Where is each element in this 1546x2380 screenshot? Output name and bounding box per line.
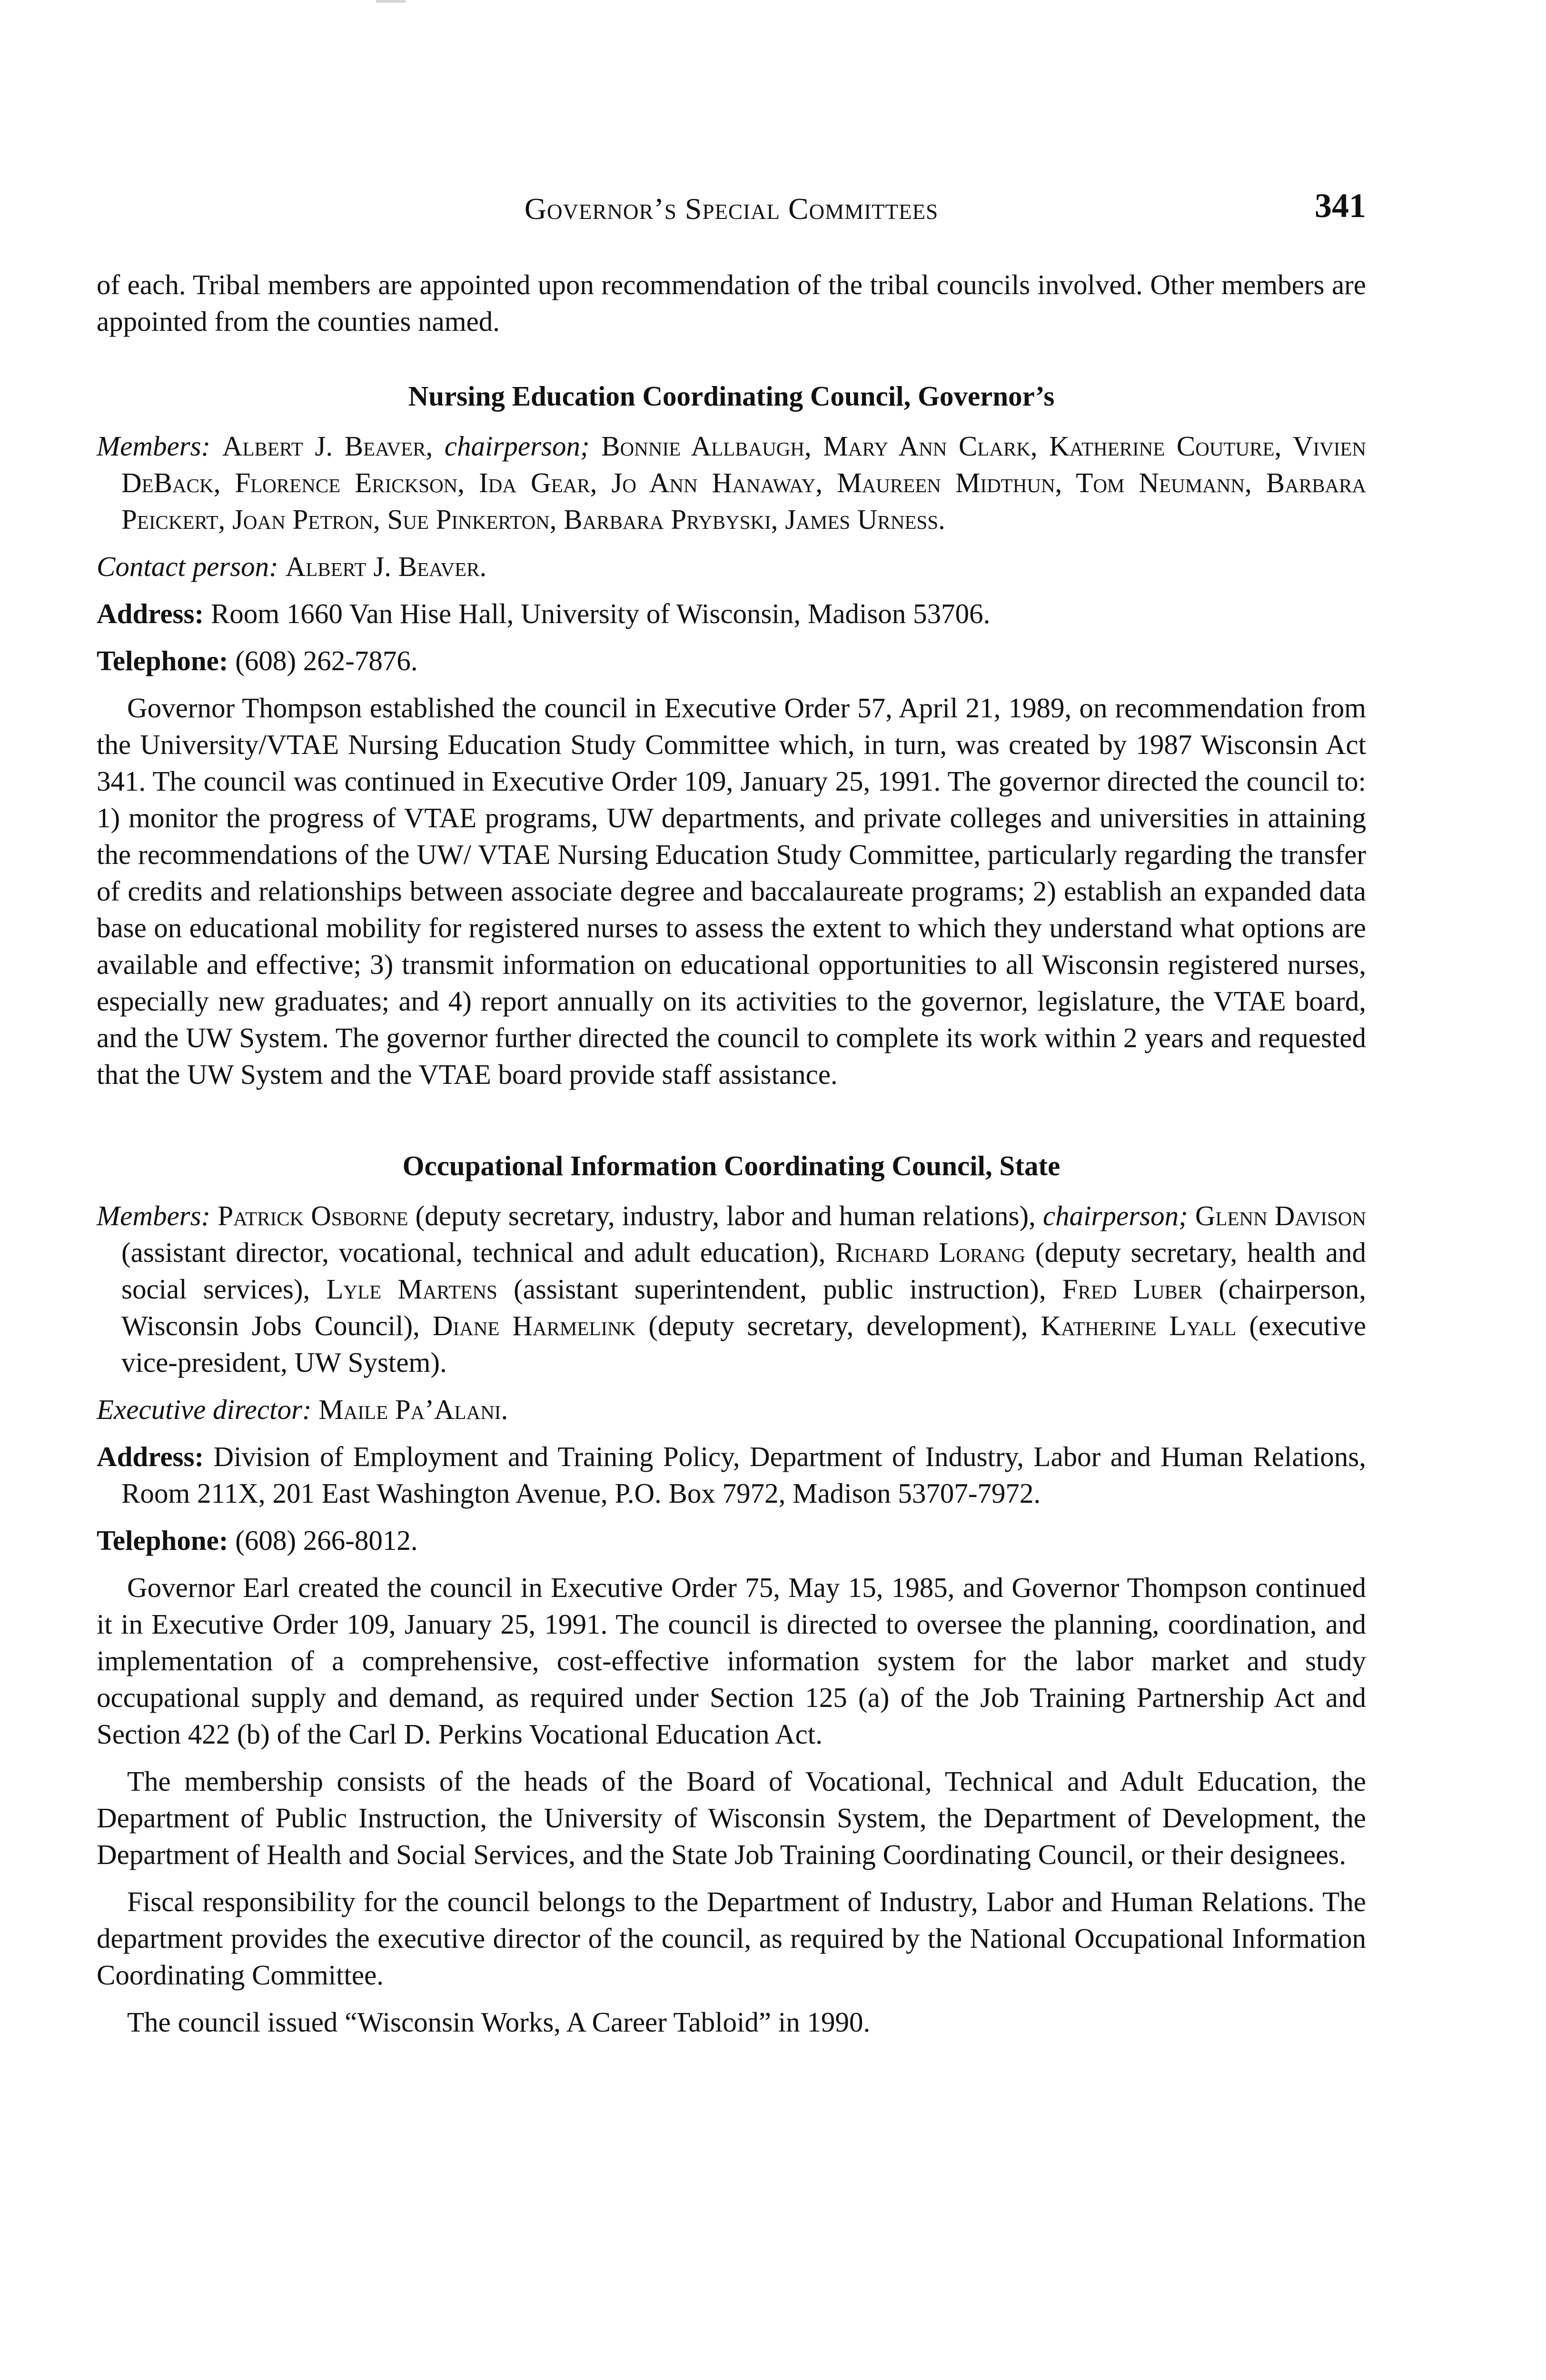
chairperson-role: chairperson; [444,430,590,462]
members-list [97,1198,1366,1381]
scan-mark [376,0,406,3]
member-name: Lyle Martens [326,1273,497,1305]
body-paragraph: The membership consists of the heads of the Board of Vocational, Technical and Adult Education, the Department of Public Instruction, the University of Wisconsin System, the Department of Development, the Department of Health and Social Services, and the State Job Training Coordinating Council, or their designees. [97,1765,1366,1870]
body-paragraph: Governor Earl created the council in Executive Order 75, May 15, 1985, and Governor Thompson continued it in Executive Order 109, January 25, 1991. The council is directed to oversee the planning, coordination, and implementation of a comprehensive, cost-effective information system for the labor market and study occupational supply and demand, as required under Section 125 (a) of the Job Training Partnership Act and Section 422 (b) of the Carl D. Perkins Vocational Education Act. [97,1572,1366,1750]
member-desc: (deputy secretary, health and social services), [121,1237,1367,1305]
executive-director-line [97,1391,1366,1428]
member-desc: (deputy secretary, development), [648,1310,1028,1341]
member-name: Richard Lorang [835,1237,1026,1268]
telephone-label: Telephone: [97,645,228,676]
telephone-value: (608) 262-7876. [235,645,418,676]
page-number: 341 [1315,187,1366,225]
members-names: Bonnie Allbaugh, Mary Ann Clark, Katherine Couture, Vivien DeBack, Florence Erickson, Ida Gear, Jo Ann Hanaway, Maureen Midthun, Tom Neumann, Barbara Peickert, Joan Petron, Sue Pinkerton, Barbara Prybyski, James Urness. [121,430,1367,535]
telephone-line [97,643,1366,679]
member-desc: (deputy secretary, industry, labor and human relations), [415,1200,1036,1231]
member-desc: (chairperson, Wisconsin Jobs Council), [121,1273,1366,1341]
members-label: Members: [97,1200,211,1231]
member-name: Patrick Osborne [218,1200,408,1231]
member-desc: (assistant director, vocational, technical and adult education), [121,1237,826,1268]
chairperson-role: chairperson; [1042,1200,1188,1231]
exec-label: Executive director: [97,1394,312,1425]
document-page [97,187,1367,2041]
chairperson-name: Albert J. Beaver [222,430,426,462]
contact-value: Albert J. Beaver. [285,551,487,582]
exec-value: Maile Pa’Alani. [318,1394,508,1425]
members-label: Members: [97,430,211,462]
address-value: Room 1660 Van Hise Hall, University of Wisconsin, Madison 53706. [210,598,991,629]
body-paragraph: The council issued “Wisconsin Works, A Career Tabloid” in 1990. [127,2006,871,2038]
address-label: Address: [97,1441,204,1472]
running-title: Governor’s Special Committees [524,192,939,226]
member-name: Glenn Davison [1195,1200,1367,1231]
section-title: Occupational Information Coordinating Council, State [402,1150,1060,1181]
intro-paragraph: of each. Tribal members are appointed upon recommendation of the tribal councils involved. Other members are appointed from the counties named. [97,269,1366,337]
contact-line [97,548,1366,585]
page-header [97,187,1366,233]
member-name: Fred Luber [1062,1273,1203,1305]
member-name: Diane Harmelink [432,1310,636,1341]
body-paragraph: Fiscal responsibility for the council belongs to the Department of Industry, Labor and Human Relations. The department provides the executive director of the council, as required by the National Occupational Information Coordinating Committee. [97,1886,1366,1991]
members-list: Members: Albert J. Beaver, chairperson; Bonnie Allbaugh, Mary Ann Clark, Katherine Couture, Vivien DeBack, Florence Erickson, Ida Gear, Jo Ann Hanaway, Maureen Midthun, Tom Neumann, Barbara Peickert, Joan Petron, Sue Pinkerton, Barbara Prybyski, James Urness. [97,430,1367,535]
telephone-label: Telephone: [97,1525,228,1556]
member-name: Katherine Lyall [1041,1310,1237,1341]
contact-label: Contact person: [97,551,278,582]
address-value: Division of Employment and Training Policy, Department of Industry, Labor and Human Relations, Room 211X, 201 East Washington Avenue, P.O. Box 7972, Madison 53707-7972. [121,1441,1366,1509]
address-label: Address: [97,598,204,629]
address-line [97,1438,1366,1512]
section-nursing-council [97,378,1366,1093]
telephone-value: (608) 266-8012. [235,1525,418,1556]
member-desc: (executive vice-president, UW System). [121,1310,1367,1378]
address-line [97,595,1366,632]
section-occupational-council [97,1148,1366,2041]
body-paragraph: Governor Thompson established the council in Executive Order 57, April 21, 1989, on recommendation from the University/VTAE Nursing Education Study Committee which, in turn, was created by 1987 Wisconsin Act 341. The council was continued in Executive Order 109, January 25, 1991. The governor directed the council to: 1) monitor the progress of VTAE programs, UW departments, and private colleges and universities in attaining the recommendations of the UW/ VTAE Nursing Education Study Committee, particularly regarding the transfer of credits and relationships between associate degree and baccalaureate programs; 2) establish an expanded data base on educational mobility for registered nurses to assess the extent to which they understand what options are available and effective; 3) transmit information on educational opportunities to all Wisconsin registered nurses, especially new graduates; and 4) report annually on its activities to the governor, legislature, the VTAE board, and the UW System. The governor further directed the council to complete its work within 2 years and requested that the UW System and the VTAE board provide staff assistance. [97,692,1366,1090]
telephone-line [97,1522,1366,1559]
section-title: Nursing Education Coordinating Council, Governor’s [408,380,1055,412]
member-desc: (assistant superintendent, public instruction), [514,1273,1046,1305]
